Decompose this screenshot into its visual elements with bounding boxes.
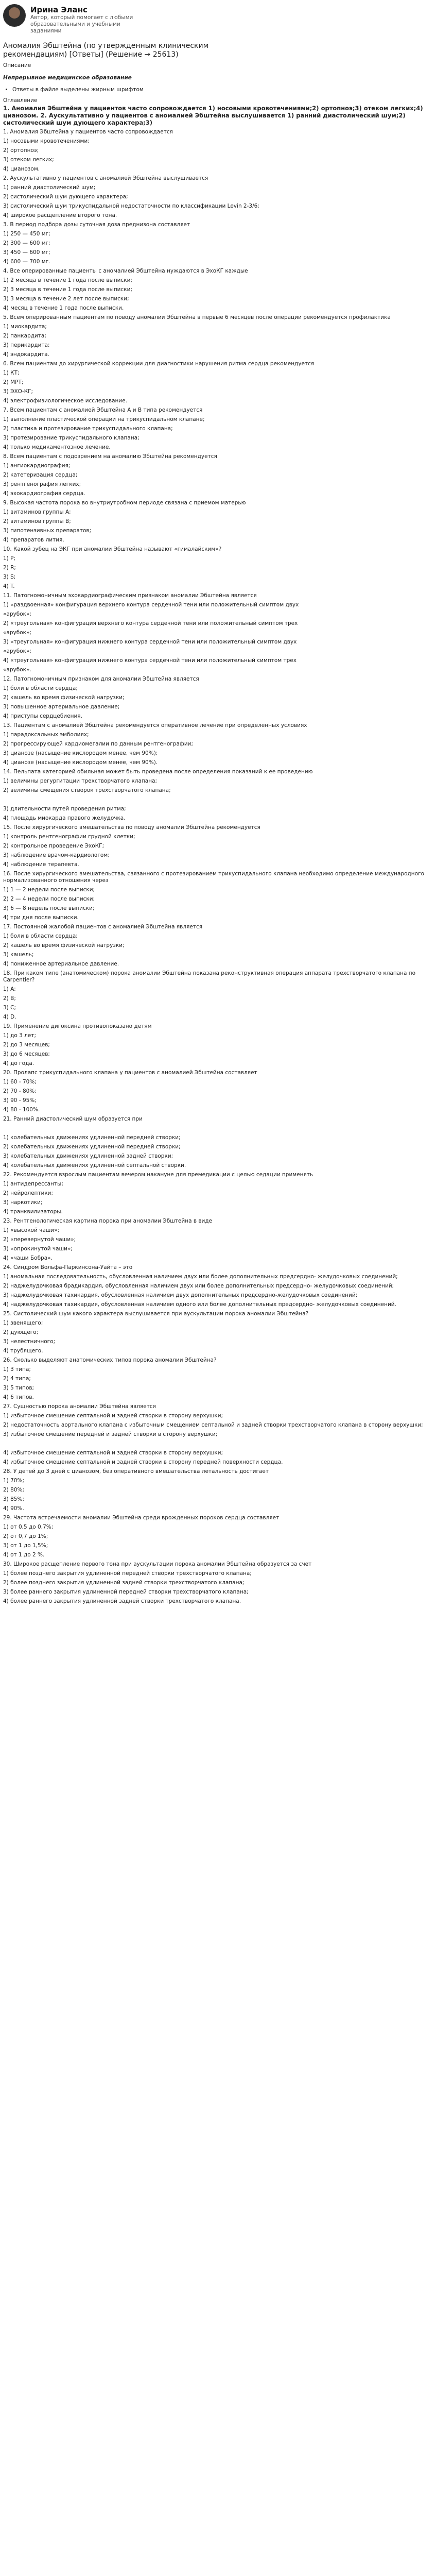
question-text: 21. Ранний диастолический шум образуется при xyxy=(3,1116,143,1122)
author-card xyxy=(3,4,433,35)
question-text: 13. Пациентам с аномалией Эбштейна рекомендуется оперативное лечение при определенных условиях xyxy=(3,722,307,728)
question-text: 30. Широкое расщепление первого тона при аускультации порока аномалии Эбштейна образуется за счет xyxy=(3,1561,312,1567)
answer-option: 3) наблюдение врачом-кардиологом; xyxy=(3,852,110,858)
answer-option: 1) до 3 лет; xyxy=(3,1032,36,1039)
answer-option: 3) 85%; xyxy=(3,1496,24,1502)
answer-option: 2) ортопноэ; xyxy=(3,147,39,154)
answer-option: «арубок». xyxy=(3,667,31,673)
answer-option xyxy=(3,1440,433,1447)
answer-option: 3) наджелудочковая тахикардия, обусловленная наличием двух дополнительных предсердно-желудочковых соединений; xyxy=(3,1292,358,1298)
answer-option: 4) до года. xyxy=(3,1060,34,1066)
answer-option: 2) 3 месяца в течение 1 года после выписки; xyxy=(3,286,132,293)
answer-option: 4) 600 — 700 мг. xyxy=(3,259,50,265)
answer-option: 4) месяц в течение 1 года после выписки. xyxy=(3,305,124,311)
answer-option: 3) систолический шум трикуспидальной недостаточности по классификации Levin 2-3/6; xyxy=(3,203,259,209)
answer-option: 4) широкое расщепление второго тона. xyxy=(3,212,117,218)
answer-option: 1) антидепрессанты; xyxy=(3,1181,63,1187)
answer-option: 4) транквилизаторы. xyxy=(3,1209,63,1215)
answer-option: 3) протезирование трикуспидального клапана; xyxy=(3,435,139,441)
answer-option: 4) цианозе (насыщение кислородом менее, чем 90%). xyxy=(3,759,158,766)
answer-option: 1) 70%; xyxy=(3,1478,24,1484)
answer-option: 2) 300 — 600 мг; xyxy=(3,240,50,246)
answer-option: 1) 2 месяца в течение 1 года после выписки; xyxy=(3,277,132,283)
question-text: 22. Рекомендуется взрослым пациентам вечером накануне для премедикации с целью седации применять xyxy=(3,1172,313,1178)
answer-option: «арубок»; xyxy=(3,611,31,617)
question-text: 16. После хирургического вмешательства, связанного с протезированием трикуспидального клапана необходимо определение международного нормализованного отношения через xyxy=(3,871,425,884)
answer-option: 2) более позднего закрытия удлиненной задней створки трехстворчатого клапана; xyxy=(3,1580,245,1586)
answer-option: 4) пониженное артериальное давление. xyxy=(3,961,119,967)
answer-option: 4) эхокардиография сердца. xyxy=(3,490,85,497)
question-text: 9. Высокая частота порока во внутриутробном периоде связана с приемом матерью xyxy=(3,500,246,506)
answer-option: 1) 250 — 450 мг; xyxy=(3,231,50,237)
author-info xyxy=(30,4,144,35)
answer-option: 1) контроль рентгенографии грудной клетки; xyxy=(3,834,135,840)
answer-option: 2) «треугольная» конфигурация верхнего контура сердечной тени или положительный симптом трех xyxy=(3,620,298,626)
author-name[interactable]: Ирина Эланс xyxy=(30,5,88,14)
answer-option: 3) отеком легких; xyxy=(3,157,54,163)
author-description: Автор, который помогает с любыми образовательными и учебными заданиями xyxy=(30,14,133,34)
question-text: 18. При каком типе (анатомическом) порока аномалии Эбштейна показана реконструктивная операция аппарата трехстворчатого клапана по Carpentier? xyxy=(3,970,416,983)
answer-option: 2) колебательных движениях удлиненной передней створки; xyxy=(3,1144,181,1150)
answer-option: 3) более раннего закрытия удлиненной передней створки трехстворчатого клапана; xyxy=(3,1589,249,1595)
answer-option: 1) ранний диастолический шум; xyxy=(3,184,96,191)
question-text: 26. Сколько выделяют анатомических типов порока аномалии Эбштейна? xyxy=(3,1357,217,1363)
question-text: 20. Пролапс трикуспидального клапана у пациентов с аномалией Эбштейна составляет xyxy=(3,1070,257,1076)
toc-label[interactable]: Оглавление xyxy=(3,97,38,104)
answer-option: 2) кашель во время физической нагрузки; xyxy=(3,694,125,701)
answer-option: 2) 70 - 80%; xyxy=(3,1088,37,1094)
question-text: 25. Систолический шум какого характера выслушивается при аускультации порока аномалии Эбштейна? xyxy=(3,1311,309,1317)
answer-option: 4) эндокардита. xyxy=(3,351,49,358)
answer-option: 2) недостаточность аортального клапана с избыточным смещением септальной и задней створки трехстворчатого клапана в сторону верхушки; xyxy=(3,1422,423,1428)
content xyxy=(3,105,433,1605)
answer-option: 2) систолический шум дующего характера; xyxy=(3,194,128,200)
subtitle: Непрерывное медицинское образование xyxy=(3,74,132,81)
answer-option: 2) панкардита; xyxy=(3,333,46,339)
answer-option: 2) контрольное проведение ЭхоКГ; xyxy=(3,843,104,849)
answer-option: 1) звенящего; xyxy=(3,1320,43,1326)
description-label: Описание xyxy=(3,62,31,69)
question-text: 19. Применение дигоксина противопоказано детям xyxy=(3,1023,152,1029)
answer-option: 2) до 3 месяцев; xyxy=(3,1042,50,1048)
answer-option: 3) кашель; xyxy=(3,952,34,958)
answer-option: 3) рентгенография легких; xyxy=(3,481,81,487)
question-text: 27. Сущностью порока аномалии Эбштейна является xyxy=(3,1403,156,1410)
answer-option: 3) длительности путей проведения ритма; xyxy=(3,806,126,812)
answer-option: 4) цианозом. xyxy=(3,166,40,172)
answer-option: 2) 4 типа; xyxy=(3,1376,31,1382)
answer-option: 4) только медикаментозное лечение. xyxy=(3,444,111,450)
answer-option: 4) T. xyxy=(3,583,15,589)
answer-option: 4) 6 типов. xyxy=(3,1394,34,1400)
answer-option: 1) величины регургитации трехстворчатого клапана; xyxy=(3,778,158,784)
answer-option: 3) повышенное артериальное давление; xyxy=(3,704,120,710)
answer-option: 2) витаминов группы В; xyxy=(3,518,71,524)
answer-option: 1) КТ; xyxy=(3,370,20,376)
question-text: 11. Патогномоничным эхокардиографическим признаком аномалии Эбштейна является xyxy=(3,592,257,599)
question-text: 8. Всем пациентам с подозрением на аномалию Эбштейна рекомендуется xyxy=(3,453,217,460)
answer-option: 1) боли в области сердца; xyxy=(3,685,78,691)
answer-option: 2) прогрессирующей кардиомегалии по данным рентгенографии; xyxy=(3,741,194,747)
bullet-list xyxy=(3,87,433,93)
answer-option: 2) R; xyxy=(3,565,16,571)
question-text: 14. Пельпата категорией обильная может быть проведена после определения показаний к ее проведению xyxy=(3,769,313,775)
question-text: 3. В период подбора дозы суточная доза преднизона составляет xyxy=(3,222,190,228)
answer-option: 3) гипотензивных препаратов; xyxy=(3,528,92,534)
answer-option: 1) P; xyxy=(3,555,15,562)
answer-option: 1) ангиокардиография; xyxy=(3,463,71,469)
answer-option: 1) колебательных движениях удлиненной передней створки; xyxy=(3,1134,181,1141)
answer-option: 4) более раннего закрытия удлиненной задней створки трехстворчатого клапана. xyxy=(3,1598,241,1604)
page-title: Аномалия Эбштейна (по утвержденным клиническим рекомендациям) [Ответы] (Решение → 25613) xyxy=(3,42,209,59)
question-text: 1. Аномалия Эбштейна у пациентов часто сопровождается xyxy=(3,129,173,135)
answer-option: 1) А; xyxy=(3,986,16,992)
avatar[interactable] xyxy=(3,4,26,27)
answer-option: 1) носовыми кровотечениями; xyxy=(3,138,90,144)
answer-option: 1) выполнение пластической операции на трикуспидальном клапане; xyxy=(3,416,205,422)
question-text: 2. Аускультативно у пациентов с аномалией Эбштейна выслушивается xyxy=(3,175,208,181)
answer-option: 3) колебательных движениях удлиненной задней створки; xyxy=(3,1153,173,1159)
answer-option: 4) площадь миокарда правого желудочка. xyxy=(3,815,126,821)
question-text: 6. Всем пациентам до хирургической коррекции для диагностики нарушения ритма сердца рекомендуется xyxy=(3,361,315,367)
question-text: 28. У детей до 3 дней с цианозом, без оперативного вмешательства летальность достигает xyxy=(3,1468,269,1475)
answer-option: 1) боли в области сердца; xyxy=(3,933,78,939)
answer-option: 2) «перевернутой чаши»; xyxy=(3,1236,76,1243)
answer-option: 4) три дня после выписки. xyxy=(3,914,79,921)
answer-option: 4) приступы сердцебиения. xyxy=(3,713,82,719)
answer-option: 3) S; xyxy=(3,574,16,580)
answer-option: 3) 90 - 95%; xyxy=(3,1097,37,1104)
answer-option: 4) избыточное смещение септальной и задней створки в сторону верхушки; xyxy=(3,1450,223,1456)
answer-option: 2) нейролептики; xyxy=(3,1190,54,1196)
answer-option: 3) избыточное смещение передней и задней створки в сторону верхушки; xyxy=(3,1431,218,1437)
question-text: 15. После хирургического вмешательства по поводу аномалии Эбштейна рекомендуется xyxy=(3,824,260,831)
answer-option: 3) 5 типов; xyxy=(3,1385,34,1391)
answer-option: 2) кашель во время физической нагрузки; xyxy=(3,942,125,948)
answer-option: 4) препаратов лития. xyxy=(3,537,64,543)
answer-option: 2) пластика и протезирование трикуспидального клапана; xyxy=(3,426,173,432)
answer-option: 2) В; xyxy=(3,995,16,1002)
question-text: 17. Постоянной жалобой пациентов с аномалией Эбштейна является xyxy=(3,924,203,930)
answer-option: «арубок»; xyxy=(3,630,31,636)
answer-option xyxy=(3,1125,433,1132)
answer-option: 3) нелестничного; xyxy=(3,1338,56,1345)
question-text: 7. Всем пациентам с аномалией Эбштейна А и В типа рекомендуется xyxy=(3,407,203,413)
answer-option: 4) 80 - 100%. xyxy=(3,1107,40,1113)
answer-option: 1) парадоксальных эмболиях; xyxy=(3,732,89,738)
answer-option: 4) наблюдение терапевта. xyxy=(3,861,79,868)
answer-option: 3) цианозе (насыщение кислородом менее, чем 90%); xyxy=(3,750,158,756)
answer-option: 3) «треугольная» конфигурация нижнего контура сердечной тени или положительный симптом двух xyxy=(3,639,297,645)
answer-option: «арубок»; xyxy=(3,648,31,654)
answer-option: 1) «раздвоенная» конфигурация верхнего контура сердечной тени или положительный симптом двух xyxy=(3,602,299,608)
answer-option: 4) избыточное смещение септальной и задней створки в сторону передней поверхности сердца. xyxy=(3,1459,283,1465)
answer-option: 3) 450 — 600 мг; xyxy=(3,249,50,256)
answer-option: 1) избыточное смещение септальной и задней створки в сторону верхушки; xyxy=(3,1413,223,1419)
answer-option: 4) колебательных движениях удлиненной септальной створки. xyxy=(3,1162,186,1168)
answer-option: 4) «треугольная» конфигурация нижнего контура сердечной тени или положительный симптом трех xyxy=(3,657,297,664)
answer-option: 1) 1 — 2 недели после выписки; xyxy=(3,887,95,893)
question-text: 12. Патогномоничным признаком для аномалии Эбштейна является xyxy=(3,676,199,682)
answer-option: 3) от 1 до 1,5%; xyxy=(3,1543,48,1549)
answer-option: 3) «опрокинутой чаши»; xyxy=(3,1246,73,1252)
answer-option: 4) от 1 до 2 %. xyxy=(3,1552,45,1558)
answer-option: 2) величины смещения створок трехстворчатого клапана; xyxy=(3,787,171,793)
answer-option: 2) наджелудочковая брадикардия, обусловленная наличием двух или более дополнительных предсердно- желудочковых соединений; xyxy=(3,1283,394,1289)
answer-option: 1) от 0,5 до 0,7%; xyxy=(3,1524,54,1530)
answer-option: 1) витаминов группы А; xyxy=(3,509,71,515)
answer-option: 3) С; xyxy=(3,1005,16,1011)
answer-option: 4) «чаши Бобра». xyxy=(3,1255,53,1261)
answer-option: 2) от 0,7 до 1%; xyxy=(3,1533,48,1539)
answer-option: 4) наджелудочковая тахикардия, обусловленная наличием одного или более дополнительных предсердно- желудочковых соединений. xyxy=(3,1301,396,1308)
answer-option: 1) «высокой чаши»; xyxy=(3,1227,60,1233)
question-text: 4. Все оперированные пациенты с аномалией Эбштейна нуждаются в ЭхоКГ каждые xyxy=(3,268,248,274)
question-text: 23. Рентгенологическая картина порока при аномалии Эбштейна в виде xyxy=(3,1218,213,1224)
question-text: 5. Всем оперированным пациентам по поводу аномалии Эбштейна в первые 6 месяцев после операции рекомендуется профилактика xyxy=(3,314,391,320)
bullet-item: • Ответы в файле выделены жирным шрифтом xyxy=(12,87,433,93)
answer-summary: 1. Аномалия Эбштейна у пациентов часто сопровождается 1) носовыми кровотечениями;2) ортопноэ;3) отеком легких;4) цианозом. 2. Аускультативно у пациентов с аномалией Эбштейна выслушивается 1) ранний диастолический шум;2) систолический шум дующего характера;3) xyxy=(3,105,423,126)
answer-option: 3) перикардита; xyxy=(3,342,50,348)
answer-option: 1) миокардита; xyxy=(3,324,47,330)
answer-option: 3) 6 — 8 недель после выписки; xyxy=(3,905,95,911)
question-text: 24. Синдром Вольфа-Паркинсона-Уайта – это xyxy=(3,1264,133,1270)
answer-option: 3) наркотики; xyxy=(3,1199,43,1206)
question-text: 10. Какой зубец на ЭКГ при аномалии Эбштейна называют «гималайским»? xyxy=(3,546,222,552)
answer-option: 3) до 6 месяцев; xyxy=(3,1051,50,1057)
answer-option: 1) более позднего закрытия удлиненной передней створки трехстворчатого клапана; xyxy=(3,1570,252,1577)
answer-option: 4) 90%. xyxy=(3,1505,24,1512)
question-text: 29. Частота встречаемости аномалии Эбштейна среди врожденных пороков сердца составляет xyxy=(3,1515,280,1521)
answer-option xyxy=(3,796,433,803)
answer-option: 2) 80%; xyxy=(3,1487,24,1493)
answer-option: 4) электрофизиологическое исследование. xyxy=(3,398,128,404)
answer-option: 2) 2 — 4 недели после выписки; xyxy=(3,896,95,902)
answer-option: 3) ЭХО-КГ; xyxy=(3,388,33,395)
answer-option: 4) D. xyxy=(3,1014,16,1020)
answer-option: 4) трубящего. xyxy=(3,1348,43,1354)
answer-option: 1) 3 типа; xyxy=(3,1366,31,1372)
answer-option: 1) 60 - 70%; xyxy=(3,1079,37,1085)
answer-option: 3) 3 месяца в течение 2 лет после выписки; xyxy=(3,296,129,302)
answer-option: 1) аномальная последовательность, обусловленная наличием двух или более дополнительных предсердно- желудочковых соединений; xyxy=(3,1274,398,1280)
answer-option: 2) дующего; xyxy=(3,1329,39,1335)
answer-option: 2) МРТ; xyxy=(3,379,24,385)
answer-option: 2) катетеризация сердца; xyxy=(3,472,78,478)
